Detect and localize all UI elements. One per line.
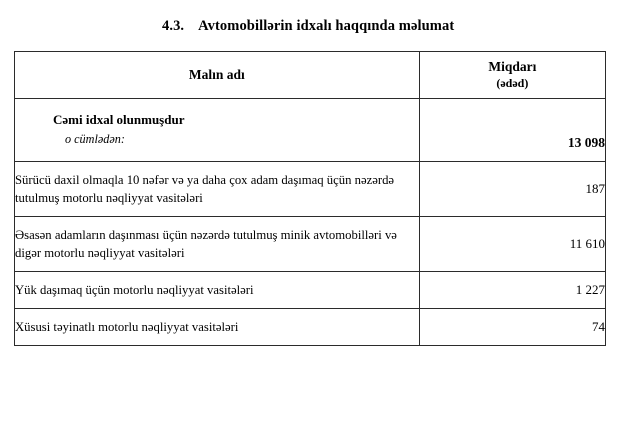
import-data-table [14, 51, 606, 346]
column-header-quantity-unit: (ədəd) [496, 75, 529, 90]
table-header [15, 52, 606, 99]
column-header-name: Malın adı [15, 52, 420, 99]
row-label-bus: Sürücü daxil olmaqla 10 nəfər və ya daha çox adam daşımaq üçün nəzərdə tutulmuş motorlu nəqliyyat vasitələri [15, 162, 420, 217]
table-row [15, 309, 606, 346]
table-body [15, 99, 606, 346]
row-label-truck: Yük daşımaq üçün motorlu nəqliyyat vasitələri [15, 272, 420, 309]
table-row [15, 272, 606, 309]
column-header-quantity-main: Miqdarı [488, 59, 537, 75]
row-label-total-subnote: o cümlədən: [65, 132, 125, 147]
row-value-special: 74 [419, 309, 605, 346]
table-header-row [15, 52, 606, 99]
row-value-truck: 1 227 [419, 272, 605, 309]
table-row [15, 162, 606, 217]
page-title [0, 18, 620, 35]
row-label-total [15, 99, 420, 162]
document-page [0, 18, 620, 428]
row-value-car: 11 610 [419, 217, 605, 272]
column-header-quantity [419, 52, 605, 99]
row-label-total-text: Cəmi idxal olunmuşdur [53, 112, 185, 128]
table-row [15, 99, 606, 162]
table-row [15, 217, 606, 272]
row-value-total: 13 098 [419, 99, 605, 162]
section-title-text: Avtomobillərin idxalı haqqında məlumat [198, 18, 455, 34]
row-label-car: Əsasən adamların daşınması üçün nəzərdə tutulmuş minik avtomobilləri və digər motorlu nəqliyyat vasitələri [15, 217, 420, 272]
section-number: 4.3. [162, 18, 185, 34]
row-label-special: Xüsusi təyinatlı motorlu nəqliyyat vasitələri [15, 309, 420, 346]
row-value-bus: 187 [419, 162, 605, 217]
